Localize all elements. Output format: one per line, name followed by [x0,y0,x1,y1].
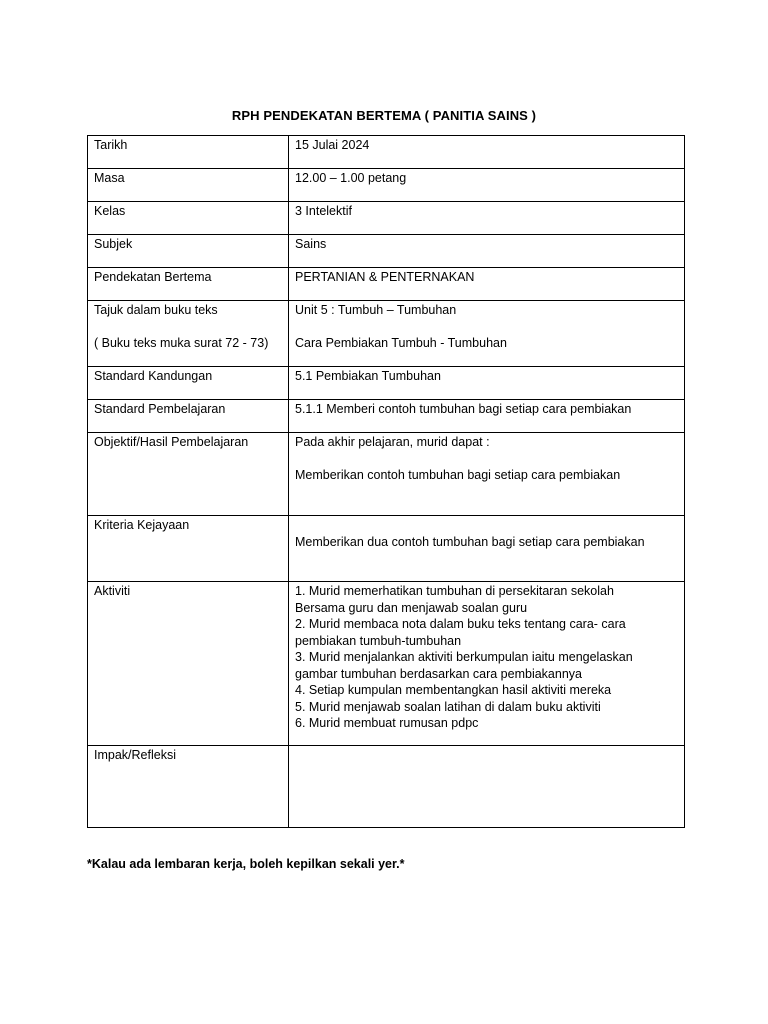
activity-line: 3. Murid menjalankan aktiviti berkumpulan iaitu mengelaskan [295,650,633,664]
row-value-cell [289,433,685,516]
row-value: 12.00 – 1.00 petang [289,169,685,202]
row-value: 5.1 Pembiakan Tumbuhan [289,367,685,400]
row-value-note: Cara Pembiakan Tumbuh - Tumbuhan [295,336,507,350]
row-label: Masa [88,169,289,202]
row-value-cell [289,516,685,582]
row-label: Standard Pembelajaran [88,400,289,433]
row-label: Subjek [88,235,289,268]
table-row-aktiviti [88,582,685,746]
page-title: RPH PENDEKATAN BERTEMA ( PANITIA SAINS ) [231,108,537,123]
table-row-tarikh [88,136,685,169]
table-row-tajuk [88,301,685,367]
table-row-subjek [88,235,685,268]
row-value: 3 Intelektif [289,202,685,235]
row-value-note: Memberikan contoh tumbuhan bagi setiap cara pembiakan [295,468,621,482]
activity-line: 1. Murid memerhatikan tumbuhan di persekitaran sekolah [295,584,614,598]
activity-line: 2. Murid membaca nota dalam buku teks tentang cara- cara [295,617,626,631]
table-row-pendekatan-bertema [88,268,685,301]
row-label: Kelas [88,202,289,235]
row-value: PERTANIAN & PENTERNAKAN [289,268,685,301]
row-label-cell [88,301,289,367]
activity-line: 6. Murid membuat rumusan pdpc [295,716,479,730]
activity-line: Bersama guru dan menjawab soalan guru [295,600,528,615]
table-row-standard-pembelajaran [88,400,685,433]
activity-line: 5. Murid menjawab soalan latihan di dalam buku aktiviti [295,699,601,714]
row-value: Pada akhir pelajaran, murid dapat : [295,435,490,449]
row-label: Impak/Refleksi [88,746,289,828]
row-value: Sains [289,235,685,268]
activity-line: 4. Setiap kumpulan membentangkan hasil aktiviti mereka [295,683,612,697]
activity-line: gambar tumbuhan berdasarkan cara pembiakannya [295,666,582,681]
table-row-standard-kandungan [88,367,685,400]
row-value: Memberikan dua contoh tumbuhan bagi setiap cara pembiakan [295,534,645,549]
table-row-masa [88,169,685,202]
row-label: Objektif/Hasil Pembelajaran [88,433,289,516]
row-value: 15 Julai 2024 [289,136,685,169]
row-value [289,746,685,828]
row-label: Pendekatan Bertema [88,268,289,301]
row-label: Tarikh [88,136,289,169]
table-row-impak-refleksi [88,746,685,828]
activity-line: pembiakan tumbuh-tumbuhan [295,633,462,648]
row-label: Tajuk dalam buku teks [94,303,218,317]
row-label: Standard Kandungan [88,367,289,400]
row-value-cell [289,301,685,367]
table-row-kelas [88,202,685,235]
lesson-plan-table [87,135,685,828]
row-value: Unit 5 : Tumbuh – Tumbuhan [295,303,457,317]
footer-note: *Kalau ada lembaran kerja, boleh kepilkan sekali yer.* [87,857,405,871]
row-value: 5.1.1 Memberi contoh tumbuhan bagi setiap cara pembiakan [289,400,685,433]
row-value-cell [289,582,685,746]
table-row-objektif [88,433,685,516]
table-row-kriteria-kejayaan [88,516,685,582]
row-label: Kriteria Kejayaan [88,516,289,582]
row-label-note: ( Buku teks muka surat 72 - 73) [94,336,269,350]
row-label: Aktiviti [88,582,289,746]
